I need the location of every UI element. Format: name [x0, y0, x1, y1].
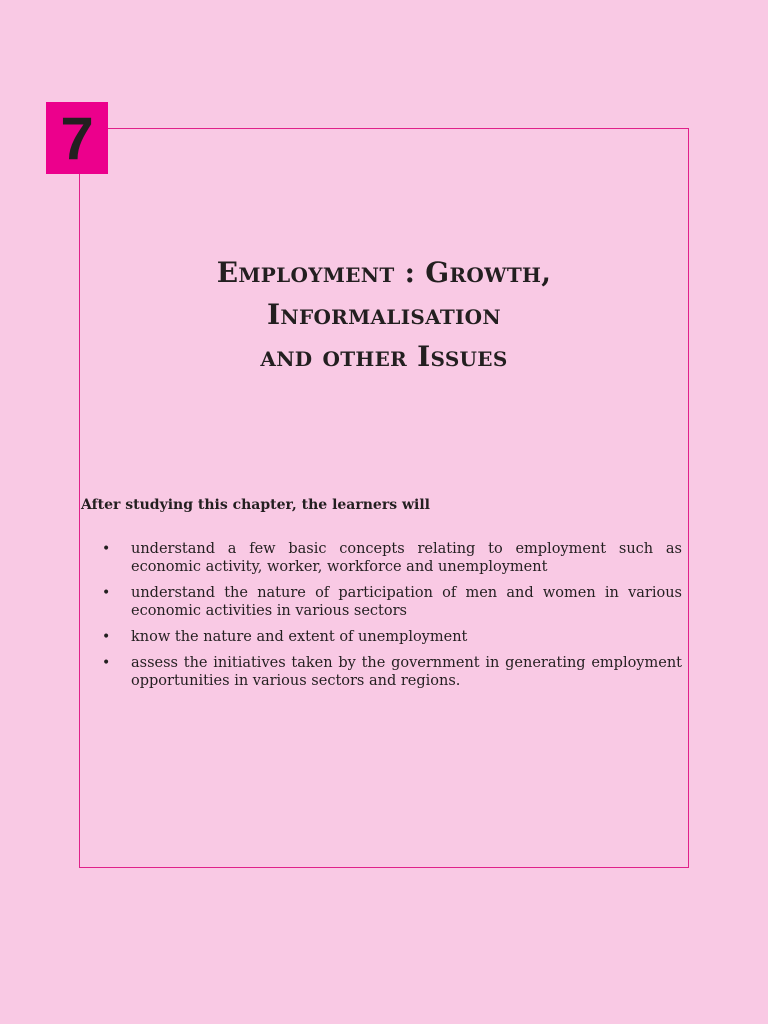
chapter-number: 7: [60, 105, 94, 172]
bullet-icon: •: [102, 655, 111, 671]
chapter-number-badge: [46, 102, 108, 174]
objectives-list: [100, 540, 682, 698]
objective-text: know the nature and extent of unemployment: [131, 629, 468, 645]
bullet-icon: •: [102, 629, 111, 645]
chapter-title-line-2: Informalisation: [266, 298, 501, 331]
list-item: [100, 654, 682, 690]
chapter-title: [79, 252, 689, 378]
list-item: [100, 628, 682, 646]
objectives-intro: After studying this chapter, the learners will: [81, 497, 430, 513]
list-item: [100, 540, 682, 576]
chapter-title-line-3: and other Issues: [260, 340, 508, 373]
list-item: [100, 584, 682, 620]
chapter-title-line-1: Employment : Growth,: [216, 256, 552, 289]
objective-text: understand the nature of participation of men and women in various economic activities in various sectors: [131, 585, 682, 619]
objective-text: understand a few basic concepts relating to employment such as economic activity, worker, workforce and unemployment: [131, 541, 682, 575]
bullet-icon: •: [102, 585, 111, 601]
objective-text: assess the initiatives taken by the government in generating employment opportunities in various sectors and regions.: [131, 655, 682, 689]
bullet-icon: •: [102, 541, 111, 557]
